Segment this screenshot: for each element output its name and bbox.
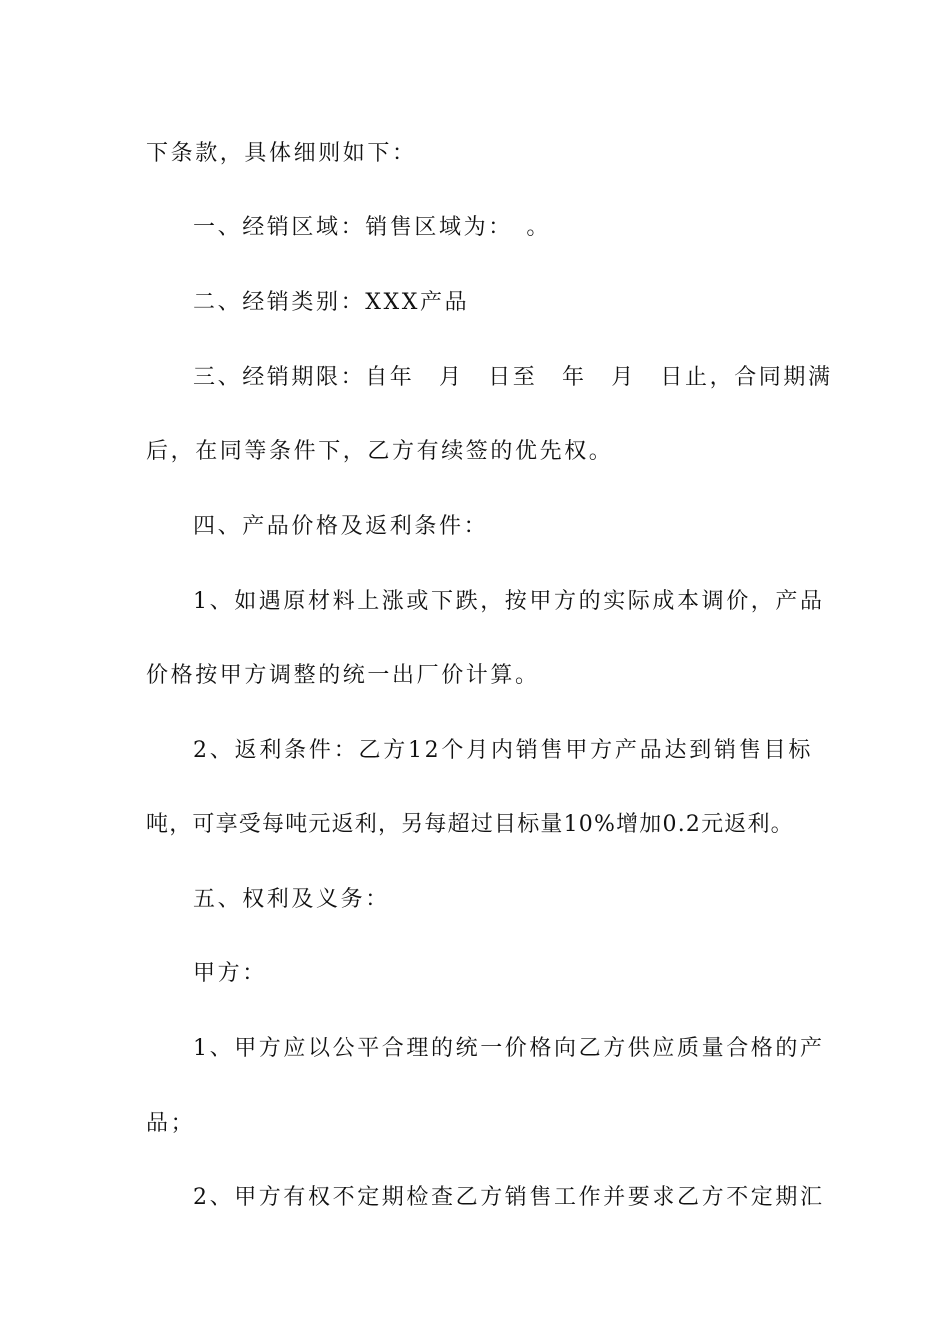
clause-5-heading: 五、权利及义务： (193, 887, 390, 912)
party-a-item-1: 1、甲方应以公平合理的统一价格向乙方供应质量合格的产 (193, 1036, 825, 1061)
clause-4-item-1: 1、如遇原材料上涨或下跌，按甲方的实际成本调价，产品 (193, 589, 825, 614)
clause-4-item-1-continuation: 价格按甲方调整的统一出厂价计算。 (146, 663, 540, 688)
clause-4-heading: 四、产品价格及返利条件： (193, 514, 489, 539)
clause-1-region: 一、经销区域：销售区域为： 。 (193, 215, 552, 240)
clause-2-category: 二、经销类别：XXX产品 (193, 290, 470, 315)
party-a-item-1-continuation: 品； (146, 1111, 196, 1136)
clause-4-item-2-continuation: 吨，可享受每吨元返利，另每超过目标量10%增加0.2元返利。 (146, 812, 794, 837)
clause-4-item-2: 2、返利条件：乙方12个月内销售甲方产品达到销售目标 (193, 738, 813, 763)
clause-3-term-continuation: 后，在同等条件下，乙方有续签的优先权。 (146, 439, 614, 464)
party-a-item-2: 2、甲方有权不定期检查乙方销售工作并要求乙方不定期汇 (193, 1185, 825, 1210)
text-line-continuation: 下条款，具体细则如下： (146, 141, 417, 166)
party-a-heading: 甲方： (193, 961, 267, 986)
clause-3-term: 三、经销期限：自年 月 日至 年 月 日止，合同期满 (193, 365, 833, 390)
